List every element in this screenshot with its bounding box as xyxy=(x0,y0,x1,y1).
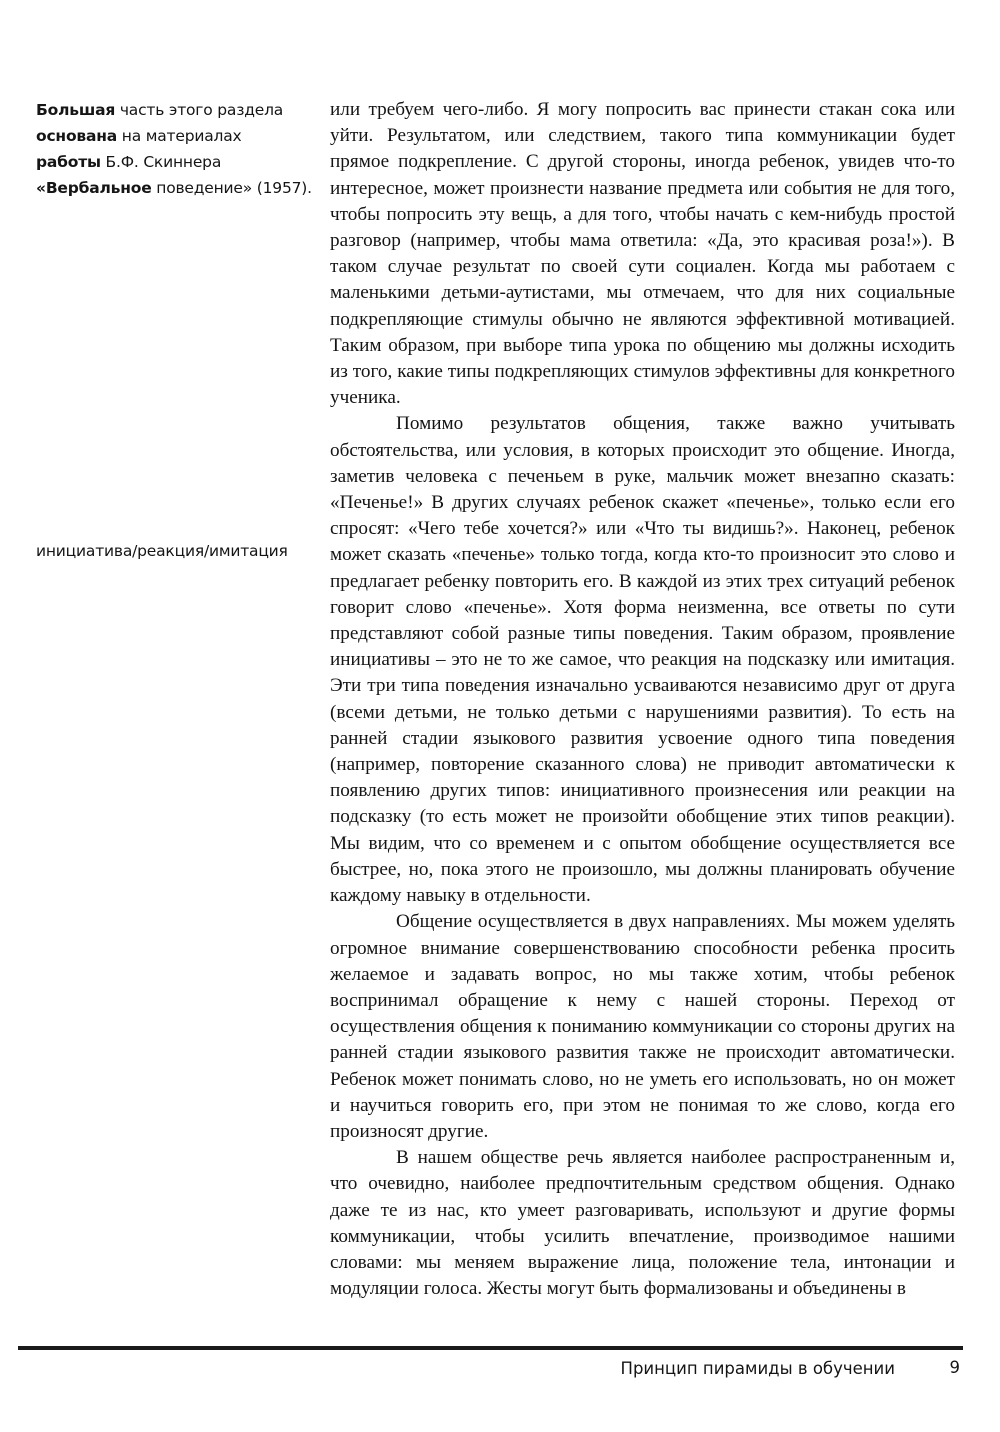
sidenote-line xyxy=(36,97,326,123)
main-text-column xyxy=(330,97,955,1302)
sidenote-text: на материалах xyxy=(117,127,242,145)
sidenote-keyword-text: инициатива/реакция/имитация xyxy=(36,542,288,560)
sidenote-lead: работы xyxy=(36,153,101,171)
footer-rule xyxy=(18,1346,963,1350)
sidenote-text: Б.Ф. Скиннера xyxy=(100,153,222,171)
body-paragraph: Общение осуществляется в двух направлениях. Мы можем уделять огромное внимание совершенствованию способности ребенка просить желаемое и задавать вопрос, но мы также хотим, чтобы ребенок воспринимал обращение к нему с нашей стороны. Переход от осуществления общения к пониманию коммуникации со стороны других на ранней стадии языкового развития также не происходит автоматически. Ребенок может понимать слово, но не уметь его использовать, но он может и научиться говорить его, при этом не понимая то же слово, когда его произносят другие. xyxy=(330,911,955,1142)
sidenote-lead: Большая xyxy=(36,101,116,119)
body-paragraph: или требуем чего-либо. Я могу попросить вас принести стакан сока или уйти. Результатом, или следствием, такого типа коммуникации будет прямое подкрепление. С другой стороны, иногда ребенок, увидев что-то интересное, может произнести название предмета или события не для того, чтобы попросить эту вещь, а для того, чтобы начать с кем-нибудь простой разговор (например, чтобы мама ответила: «Да, это красивая роза!»). В таком случае результат по своей сути социален. Когда мы работаем с маленькими детьми-аутистами, мы отмечаем, что для них социальные подкрепляющие стимулы обычно не являются эффективной мотивацией. Таким образом, при выборе типа урока по общению мы должны исходить из того, какие типы подкрепляющих стимулов эффективны для конкретного ученика. xyxy=(330,99,955,409)
sidenote-lead: основана xyxy=(36,127,118,145)
sidenote-keywords xyxy=(36,538,326,564)
sidenote-source xyxy=(36,97,326,201)
sidenote-lead: «Вербальное xyxy=(36,179,152,197)
sidenote-line xyxy=(36,123,326,149)
sidenote-text: часть этого раздела xyxy=(115,101,284,119)
body-paragraph: Помимо результатов общения, также важно учитывать обстоятельства, или условия, в которых происходит это общение. Иногда, заметив человека с печеньем в руке, мальчик может внезапно сказать: «Печенье!» В других случаях ребенок скажет «печенье», только если его спросят: «Чего тебе хочется?» или «Что ты видишь?». Наконец, ребенок может сказать «печенье» только тогда, когда кто-то произносит это слово и предлагает ребенку повторить его. В каждой из этих трех ситуаций ребенок говорит слово «печенье». Хотя форма неизменна, все ответы по сути представляют собой разные типы поведения. Таким образом, проявление инициативы – это не то же самое, что реакция на подсказку или имитация. Эти три типа поведения изначально усваиваются независимо друг от друга (всеми детьми, не только детьми с нарушениями развития). То есть на ранней стадии языкового развития усвоение одного типа поведения (например, повторение сказанного слова) не приводит автоматически к появлению других типов: инициативного произнесения или реакции на подсказку (то есть может не произойти обобщение этих типов реакции). Мы видим, что со временем и с опытом обобщение осуществляется все быстрее, но, пока этого не произошло, мы должны планировать обучение каждому навыку в отдельности. xyxy=(330,413,955,907)
sidenote-text: поведение» (1957). xyxy=(151,179,312,197)
page-number: 9 xyxy=(949,1358,960,1377)
body-paragraph: В нашем обществе речь является наиболее распространенным и, что очевидно, наиболее предпочтительным средством общения. Однако даже те из нас, кто умеет разговаривать, используют и другие формы коммуникации, чтобы усилить впечатление, производимое нашими словами: мы меняем выражение лица, положение тела, интонации и модуляции голоса. Жесты могут быть формализованы и объединены в xyxy=(330,1147,955,1300)
sidenote-line xyxy=(36,175,326,201)
sidenote-line xyxy=(36,149,326,175)
running-footer-title: Принцип пирамиды в обучении xyxy=(620,1359,895,1378)
